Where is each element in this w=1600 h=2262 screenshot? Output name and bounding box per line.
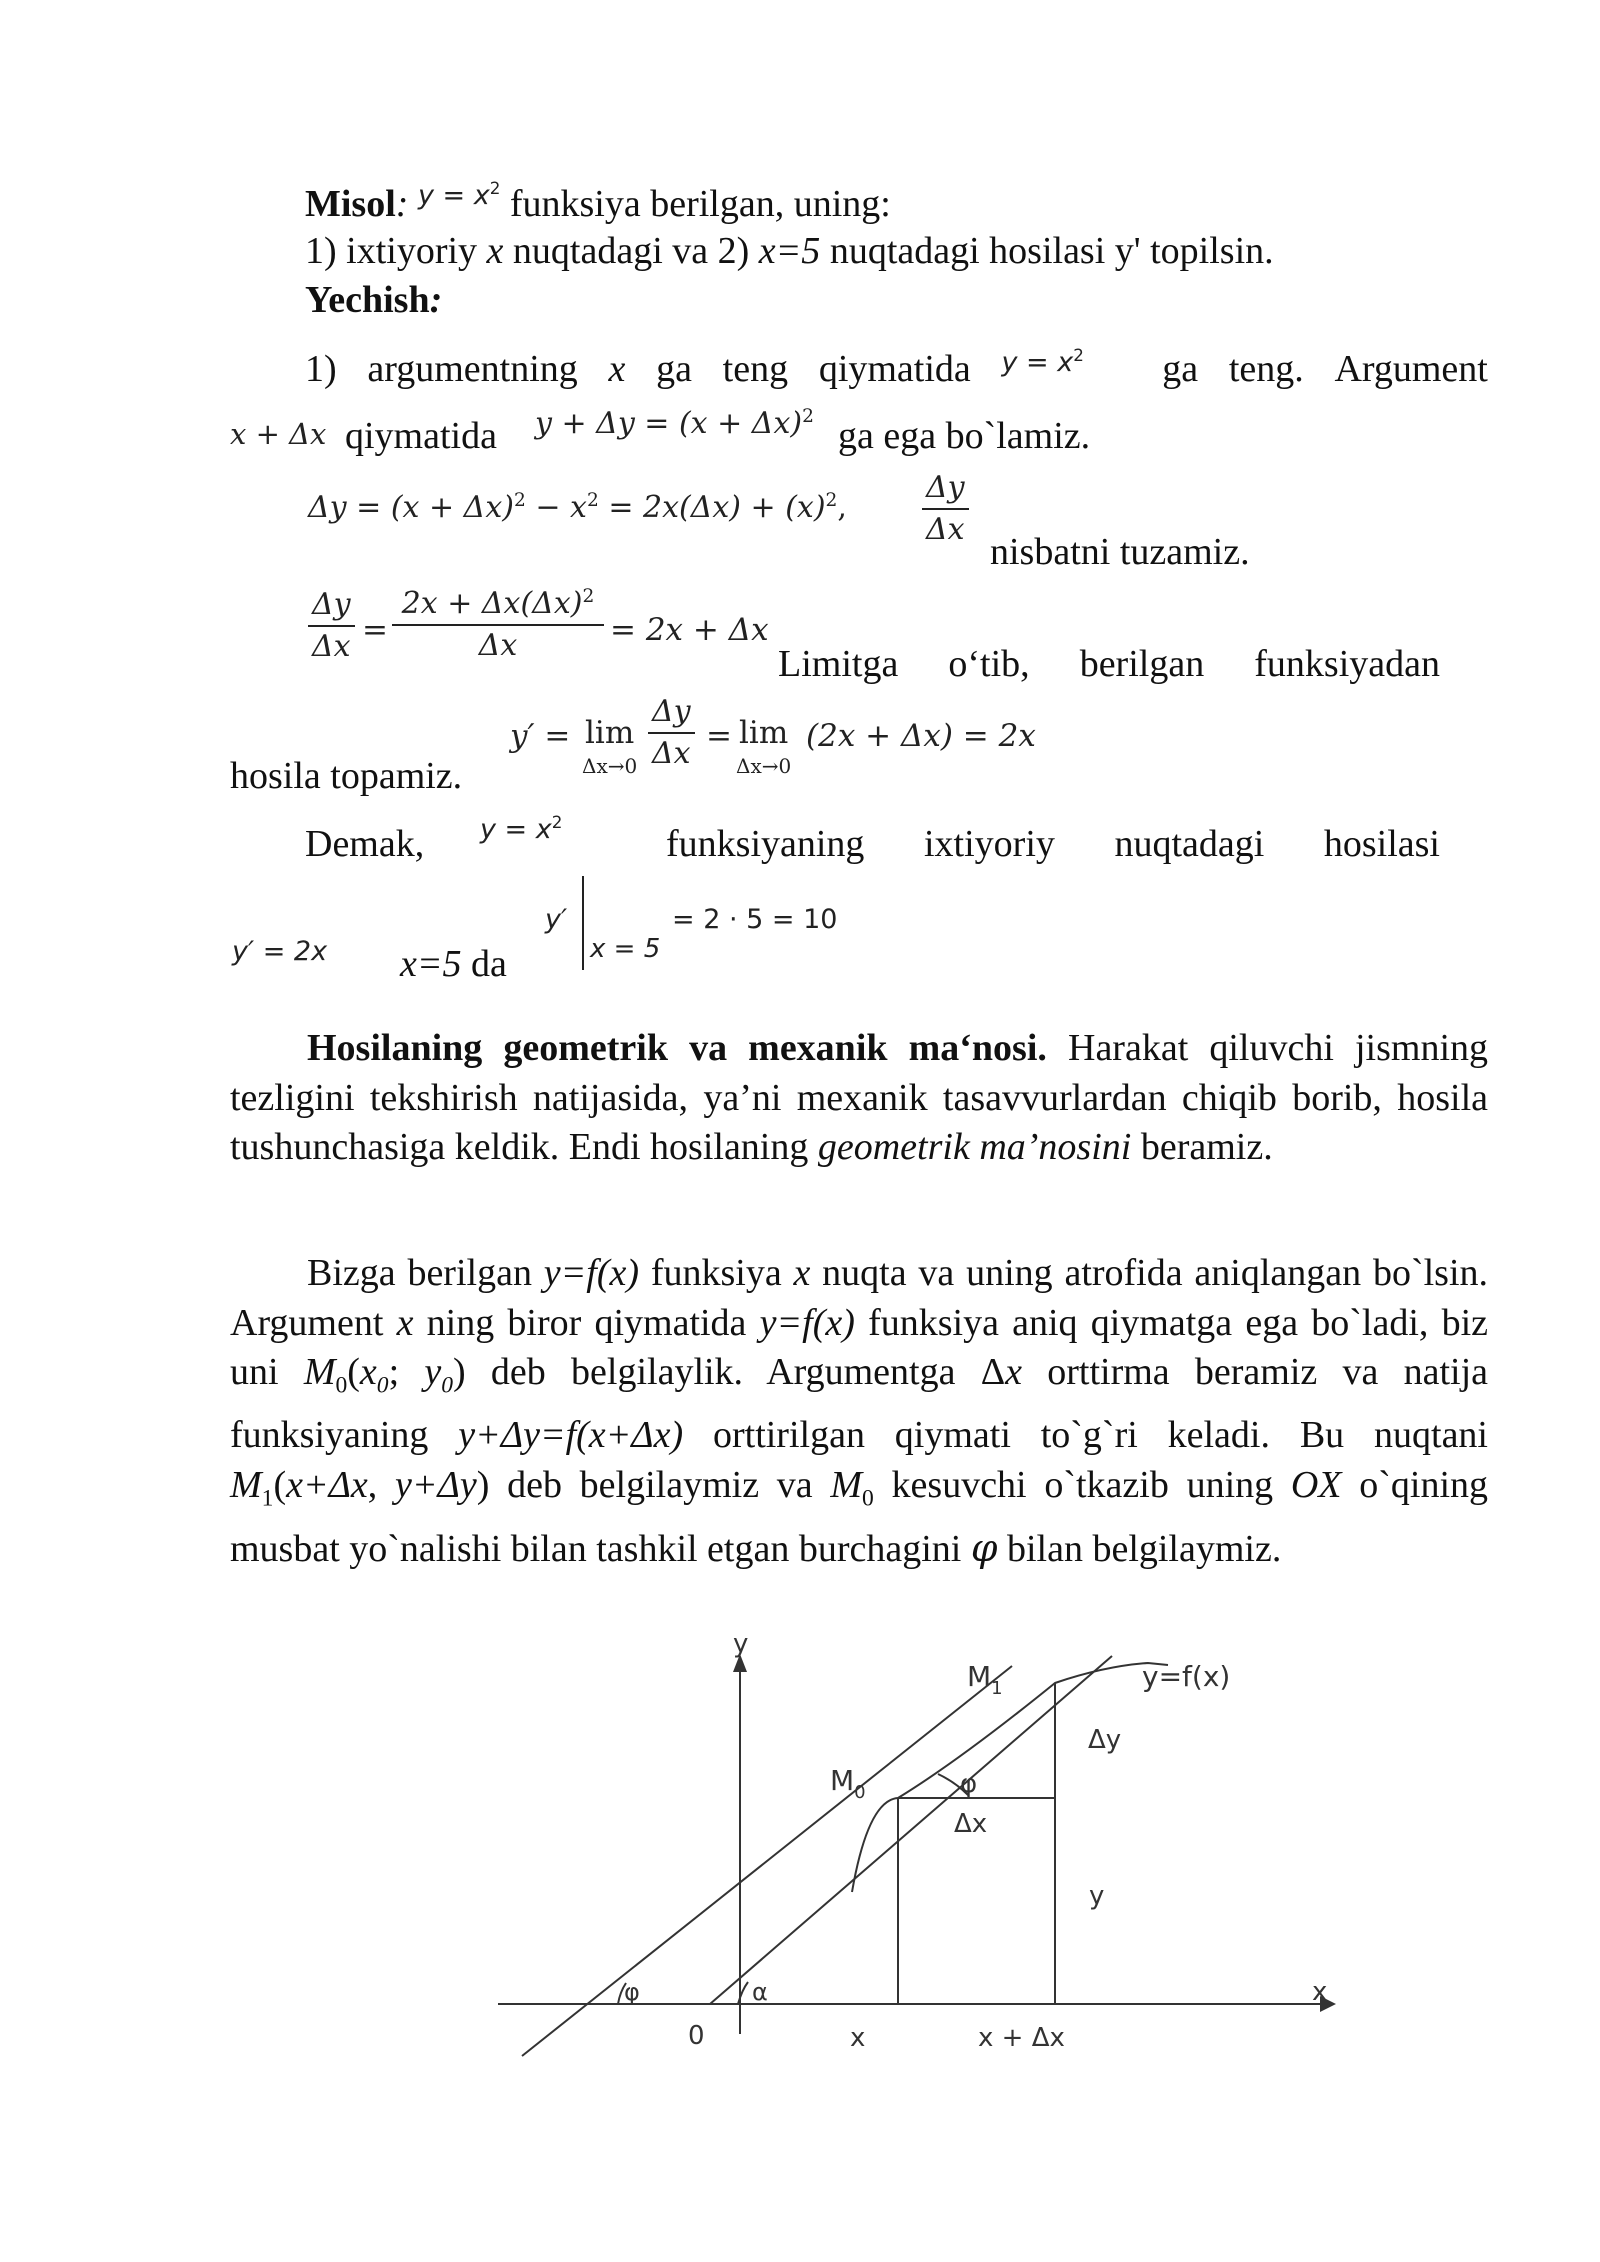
- step2-formula: $y + \Delta y = (x + \Delta x)^2$: [535, 406, 814, 441]
- step7-formula: y′ = 2x: [232, 936, 328, 967]
- label-phi-top: φ: [960, 1769, 978, 1799]
- step4-rhs: = 2x + Δx: [610, 612, 769, 648]
- step7-result: = 2 · 5 = 10: [672, 904, 838, 935]
- step3-formula: $\Delta y = (x + \Delta x)^2 - x^2 = 2x(\Delta x) + (x)^2$,: [308, 490, 847, 525]
- step6-demak: Demak,: [305, 823, 425, 865]
- secant-line: [710, 1656, 1112, 2004]
- step5-text: hosila topamiz.: [230, 755, 463, 797]
- step2-arg: x + Δx: [230, 417, 327, 451]
- label-curve: y=f(x): [1142, 1660, 1231, 1693]
- example-formula: y = x2: [417, 178, 501, 211]
- step7-yprime: y′: [545, 904, 568, 935]
- step4-lhs-fraction: $\frac{\Delta y}{\Delta x}$: [308, 585, 355, 667]
- step5-fraction: $\frac{\Delta y}{\Delta x}$: [648, 692, 695, 774]
- label-y-axis: y: [733, 1629, 749, 1659]
- label-x-tick: x: [850, 2023, 866, 2053]
- step5-eq: =: [706, 718, 732, 754]
- label-xdx-tick: x + Δx: [978, 2023, 1065, 2053]
- step1-formula: $y = x^2$: [1001, 345, 1084, 378]
- step4-eq: =: [362, 612, 388, 648]
- task-line: 1) ixtiyoriy x nuqtadagi va 2) x=5 nuqtadagi hosilasi y' topilsin.: [305, 230, 1274, 272]
- step5-lim: lim Δx→0: [582, 715, 638, 778]
- step6-text: funksiyaning ixtiyoriy nuqtadagi hosilasi: [666, 823, 1440, 865]
- step2-text: ga ega bo`lamiz.: [838, 415, 1091, 457]
- example-label: Misol: [305, 183, 396, 225]
- step5-rhs: (2x + Δx) = 2x: [806, 718, 1036, 754]
- paragraph-geometric: Hosilaning geometrik va mexanik ma‘nosi. Harakat qiluvchi jismning tezligini tekshirish natijasida, ya’ni mexanik tasavvurlardan chiqib borib, hosila tushunchasiga keldik. Endi hosilaning geometrik ma’nosini beramiz.: [230, 1027, 1488, 1168]
- step2-qiymatida: qiymatida: [345, 415, 497, 457]
- label-M1: $M_1$: [967, 1660, 1003, 1699]
- solution-label: Yechish:: [305, 279, 443, 321]
- step5-lim2: lim Δx→0: [736, 715, 792, 778]
- label-phi-bottom: φ: [624, 1978, 640, 2006]
- label-dx: Δx: [954, 1809, 988, 1839]
- function-curve: [852, 1663, 1168, 1892]
- label-M0: $M_0$: [830, 1764, 866, 1803]
- label-x-axis: x: [1312, 1977, 1328, 2007]
- label-origin: 0: [688, 2021, 705, 2051]
- step1-line: 1) argumentning x ga teng qiymatida $y = x^2$ ga teng. Argument: [305, 345, 1488, 401]
- label-y-segment: y: [1089, 1881, 1105, 1911]
- step5-yprime: y′ =: [510, 718, 571, 754]
- step4-text: Limitga o‘tib, berilgan funksiyadan: [778, 643, 1440, 685]
- label-alpha: α: [752, 1978, 768, 2006]
- step7-x5: x=5 da: [400, 943, 507, 985]
- step4-mid-fraction: $\frac{2x + \Delta x(\Delta x)^2}{\Delta x}$: [392, 577, 604, 666]
- example-text: funksiya berilgan, uning:: [509, 183, 891, 225]
- example-colon: :: [395, 183, 409, 225]
- step7-cond: x = 5: [590, 934, 661, 964]
- step6-formula: $y = x^2$: [480, 812, 563, 845]
- paragraph-definition: Bizga berilgan y=f(x) funksiya x nuqta va uning atrofida aniqlangan bo`lsin. Argument x ning biror qiymatida y=f(x) funksiya aniq qiymatga ega bo`ladi, biz uni $M_0(x_0$; $y_0$) deb belgilaylik. Argumentga Δx orttirma beramiz va natija funksiyaning y+Δy=f(x+Δx) orttirilgan qiymati to`g`ri keladi. Bu nuqtani $M_1(x+\Delta x$, y+Δy) deb belgilaymiz va $M_0$ kesuvchi o`tkazib uning OX o`qining musbat yo`nalishi bilan tashkil etgan burchagini φ bilan belgilaymiz.: [230, 1252, 1489, 1570]
- label-dy: Δy: [1088, 1725, 1122, 1755]
- step3-text: nisbatni tuzamiz.: [990, 531, 1250, 573]
- step3-fraction: $\frac{\Delta y}{\Delta x}$: [922, 468, 969, 550]
